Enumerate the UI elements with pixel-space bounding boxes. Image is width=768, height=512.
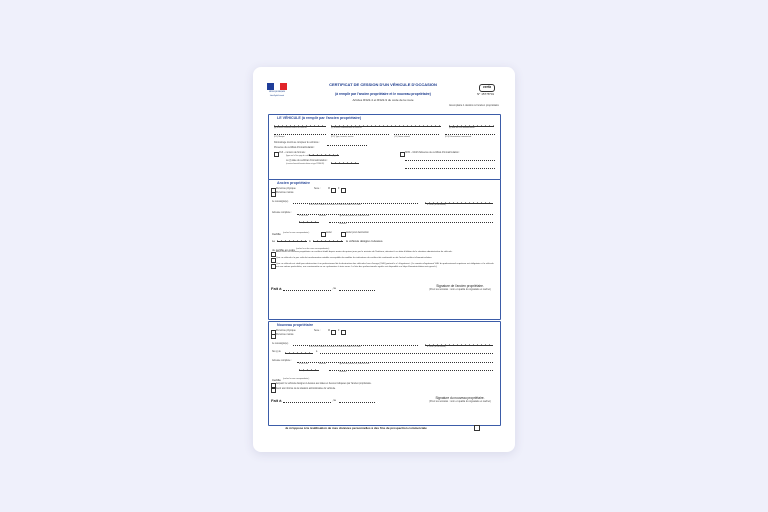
mileage-label: Kilométrage inscrit au compteur du véhicule : <box>274 142 320 144</box>
registration-number-label: (A) Numéro d'immatriculation du véhicule <box>274 127 307 129</box>
first-registration-date-label: (B) date de 1ère immatriculation <box>449 127 475 129</box>
sale-vehicle-suffix: le véhicule désigné ci-dessus. <box>346 239 384 243</box>
certificate-date-field[interactable] <box>331 160 359 164</box>
former-name-hint: NOM, NOM D'USAGE le cas échéant et PRÉNOM ou RAISON SOCIALE <box>309 205 361 206</box>
former-undersigned-label: Je soussigné(e) <box>272 201 289 203</box>
oui-label: OUI – numéro de formule : <box>279 152 307 154</box>
acquire-label: Acquérir le véhicule désigné ci-dessus aux dates et heures indiquées par l'ancien propriétaire. <box>276 383 372 385</box>
republique-logo <box>267 83 287 107</box>
new-certify-hint: (cocher la case correspondante) : <box>283 378 310 380</box>
birth-place-field[interactable] <box>320 353 493 354</box>
new-sex-f-label: F <box>338 330 340 332</box>
new-certify-label: Certifie <box>272 378 281 382</box>
genre-label: (J.1) Genre national <box>394 136 410 138</box>
former-sign-date-field[interactable] <box>339 290 375 291</box>
new-sex-label: Sexe : <box>314 330 321 332</box>
ceder-destruction-label: céder pour destruction <box>346 232 369 234</box>
birth-date-label: Né (e) le <box>272 351 281 353</box>
former-signature-label: Signature de l'ancien propriétaire. <box>436 284 484 288</box>
marketing-optout-label: Je m'oppose à la réutilisation de mes données personnelles à des fins de prospection commerciale <box>285 426 427 430</box>
articles-reference: Articles R322-4 et R322-9 du code de la route <box>352 98 414 102</box>
former-sex-label: Sexe : <box>314 188 321 190</box>
former-sex-m-checkbox[interactable] <box>331 188 336 193</box>
new-city-field[interactable] <box>329 370 493 371</box>
new-sex-m-checkbox[interactable] <box>331 330 336 335</box>
former-place-field[interactable] <box>283 290 331 291</box>
cerfa-number: N° 15776*01 <box>477 92 495 96</box>
former-sex-f-checkbox[interactable] <box>341 188 346 193</box>
former-signature-hint: (Pour les sociétés : nom et qualité du signataire et cachet) <box>429 287 491 291</box>
former-le-label: , le <box>332 286 337 290</box>
cerfa-badge: cerfa <box>479 84 495 92</box>
former-street-type-hint: Type de voie (avenue, etc.) Nom de la voie <box>339 216 370 217</box>
new-sign-date-field[interactable] <box>339 402 375 403</box>
new-le-label: , le <box>332 398 337 402</box>
new-signature-block <box>422 397 498 403</box>
certify-further-hint: (cocher la ou les cases correspondantes) : <box>296 248 330 250</box>
page-title: CERTIFICAT DE CESSION D'UN VÉHICULE D'OCCASION <box>329 82 437 87</box>
absence-reason-field-2[interactable] <box>405 168 495 169</box>
page-subtitle: (à remplir par l'ancien propriétaire et le nouveau propriétaire) <box>335 92 431 96</box>
former-owner-title: Ancien propriétaire <box>277 181 310 185</box>
former-certify-hint: (cocher la case correspondante) : <box>283 232 310 234</box>
vin-label: (E) Numéro d'identification du véhicule <box>331 127 362 129</box>
logo-caption: RÉPUBLIQUE FRANÇAISE <box>268 92 286 93</box>
new-undersigned-label: Je soussigné(e) <box>272 343 289 345</box>
former-physical-person-label: Personne physique <box>276 188 296 190</box>
new-sex-m-label: M <box>328 330 330 332</box>
new-address-label: Adresse complète : <box>272 360 292 362</box>
new-sex-f-checkbox[interactable] <box>341 330 346 335</box>
new-street-type-hint: Type de voie (avenue, etc.) Nom de la voie <box>339 364 370 365</box>
former-street-field[interactable] <box>297 214 493 215</box>
former-street-number-hint: N° de la voie <box>299 216 309 217</box>
marketing-optout-checkbox[interactable] <box>474 425 480 431</box>
former-signature-block <box>422 285 498 291</box>
certificate-presence-label: Présence du certificat d'immatriculation : <box>274 147 316 149</box>
new-postal-code-hint: Code postal <box>299 371 308 372</box>
former-name-field[interactable] <box>293 203 418 204</box>
cerfa-document <box>253 67 515 452</box>
type-label: (D.2) Type, variante, version <box>331 136 354 138</box>
new-street-field[interactable] <box>297 362 493 363</box>
new-siret-field[interactable] <box>425 342 493 346</box>
logo-motto: Liberté Égalité Fraternité <box>269 96 285 97</box>
new-owner-title: Nouveau propriétaire <box>277 323 314 327</box>
former-legal-person-label: Personne morale <box>276 192 294 194</box>
sale-date-field[interactable] <box>277 238 307 242</box>
former-owner-section <box>268 179 501 320</box>
copy-note: Exemplaire 1 destiné à l'ancien propriétaire <box>449 104 499 107</box>
absence-reason-field[interactable] <box>405 160 495 161</box>
new-siret-hint: N° SIRET (le cas échéant) <box>427 347 446 348</box>
ceder-label: céder <box>326 232 332 234</box>
former-city-field[interactable] <box>329 222 493 223</box>
new-extension-hint: Extension <box>319 364 326 365</box>
new-place-field[interactable] <box>283 402 331 403</box>
certify-further-label: Je certifie en outre <box>272 248 296 252</box>
brand-label: (D.1) Marque <box>274 136 285 138</box>
mileage-field[interactable] <box>327 145 367 146</box>
new-signature-hint: (Pour les sociétés : nom et qualité du signataire et cachet) <box>429 399 491 403</box>
certificate-date-hint: (si ancien format d'immatriculation en type 123 AB 45) <box>286 164 325 165</box>
non-label: NON – Motif d'absence de certificat d'immatriculation : <box>405 152 461 154</box>
former-extension-hint: Extension <box>319 216 326 217</box>
sale-date-label: Le <box>272 239 276 243</box>
new-street-number-hint: N° de la voie <box>299 364 309 365</box>
new-physical-person-label: Personne physique <box>276 330 296 332</box>
birth-place-label: à <box>316 351 318 353</box>
vehicle-section <box>268 114 501 180</box>
sale-time-field[interactable] <box>313 238 343 242</box>
former-siret-hint: N° SIRET (le cas échéant) <box>427 205 446 206</box>
former-address-label: Adresse complète : <box>272 212 292 214</box>
former-city-hint: Commune <box>339 224 347 225</box>
new-legal-person-label: Personne morale <box>276 334 294 336</box>
former-siret-field[interactable] <box>425 200 493 204</box>
former-sex-f-label: F <box>338 188 340 190</box>
new-name-field[interactable] <box>293 345 418 346</box>
brand-field[interactable] <box>274 134 326 135</box>
new-fait-a-label: Fait à <box>271 398 282 403</box>
former-postal-code-hint: Code postal <box>299 223 308 224</box>
new-signature-label: Signature du nouveau propriétaire. <box>435 396 485 400</box>
further-check-2-text: Que ce véhicule n'a pas subi de transformation notable susceptible de modifier les indications du certificat de conformité ou de l'actuel certificat d'immatriculation. <box>276 257 433 259</box>
new-owner-section <box>268 321 501 426</box>
informed-label: Avoir été informé de la situation administrative du véhicule. <box>276 388 336 390</box>
type-field[interactable] <box>331 134 389 135</box>
commercial-name-label: (D.3) Dénomination commerciale <box>445 136 472 138</box>
former-sex-m-label: M <box>328 188 330 190</box>
certificate-date-label: ou (I) date du certificat d'immatriculation : <box>286 160 328 162</box>
new-city-hint: Commune <box>339 372 347 373</box>
birth-date-field[interactable] <box>285 350 313 354</box>
commercial-name-field[interactable] <box>445 134 495 135</box>
former-fait-a-label: Fait à <box>271 286 282 291</box>
sale-time-label: à <box>309 239 311 243</box>
further-check-1-text: Avoir remis au nouveau propriétaire un certificat établi depuis moins de quinze jours par le ministre de l'Intérieur, attestant à sa date d'édition de la situation administrative du véhicule. <box>276 251 453 253</box>
genre-field[interactable] <box>394 134 439 135</box>
new-name-hint: NOM, NOM D'USAGE le cas échéant et PRÉNOM ou RAISON SOCIALE <box>309 347 361 348</box>
formula-hint: (figure sur le 1ère page du certificat d'immatriculation en haut de page) <box>286 156 336 157</box>
further-check-3-text: Que ce véhicule est cédé pour destruction à un professionnel de la destruction des véhicules hors d'usage (VHU) portant le n° d'agrément : (Le numéro d'agrément VHU du professionnel acquéreur est obligatoire si le véhicule est une voiture particulière, une camionnette ou un cyclomoteur à trois roues. La liste des professionnels agréés est disponible sur https://immatriculation.ants.gouv.fr). <box>276 263 494 268</box>
former-certify-label: Certifie <box>272 232 281 236</box>
vehicle-section-title: LE VÉHICULE (à remplir par l'ancien propriétaire) <box>277 116 362 120</box>
